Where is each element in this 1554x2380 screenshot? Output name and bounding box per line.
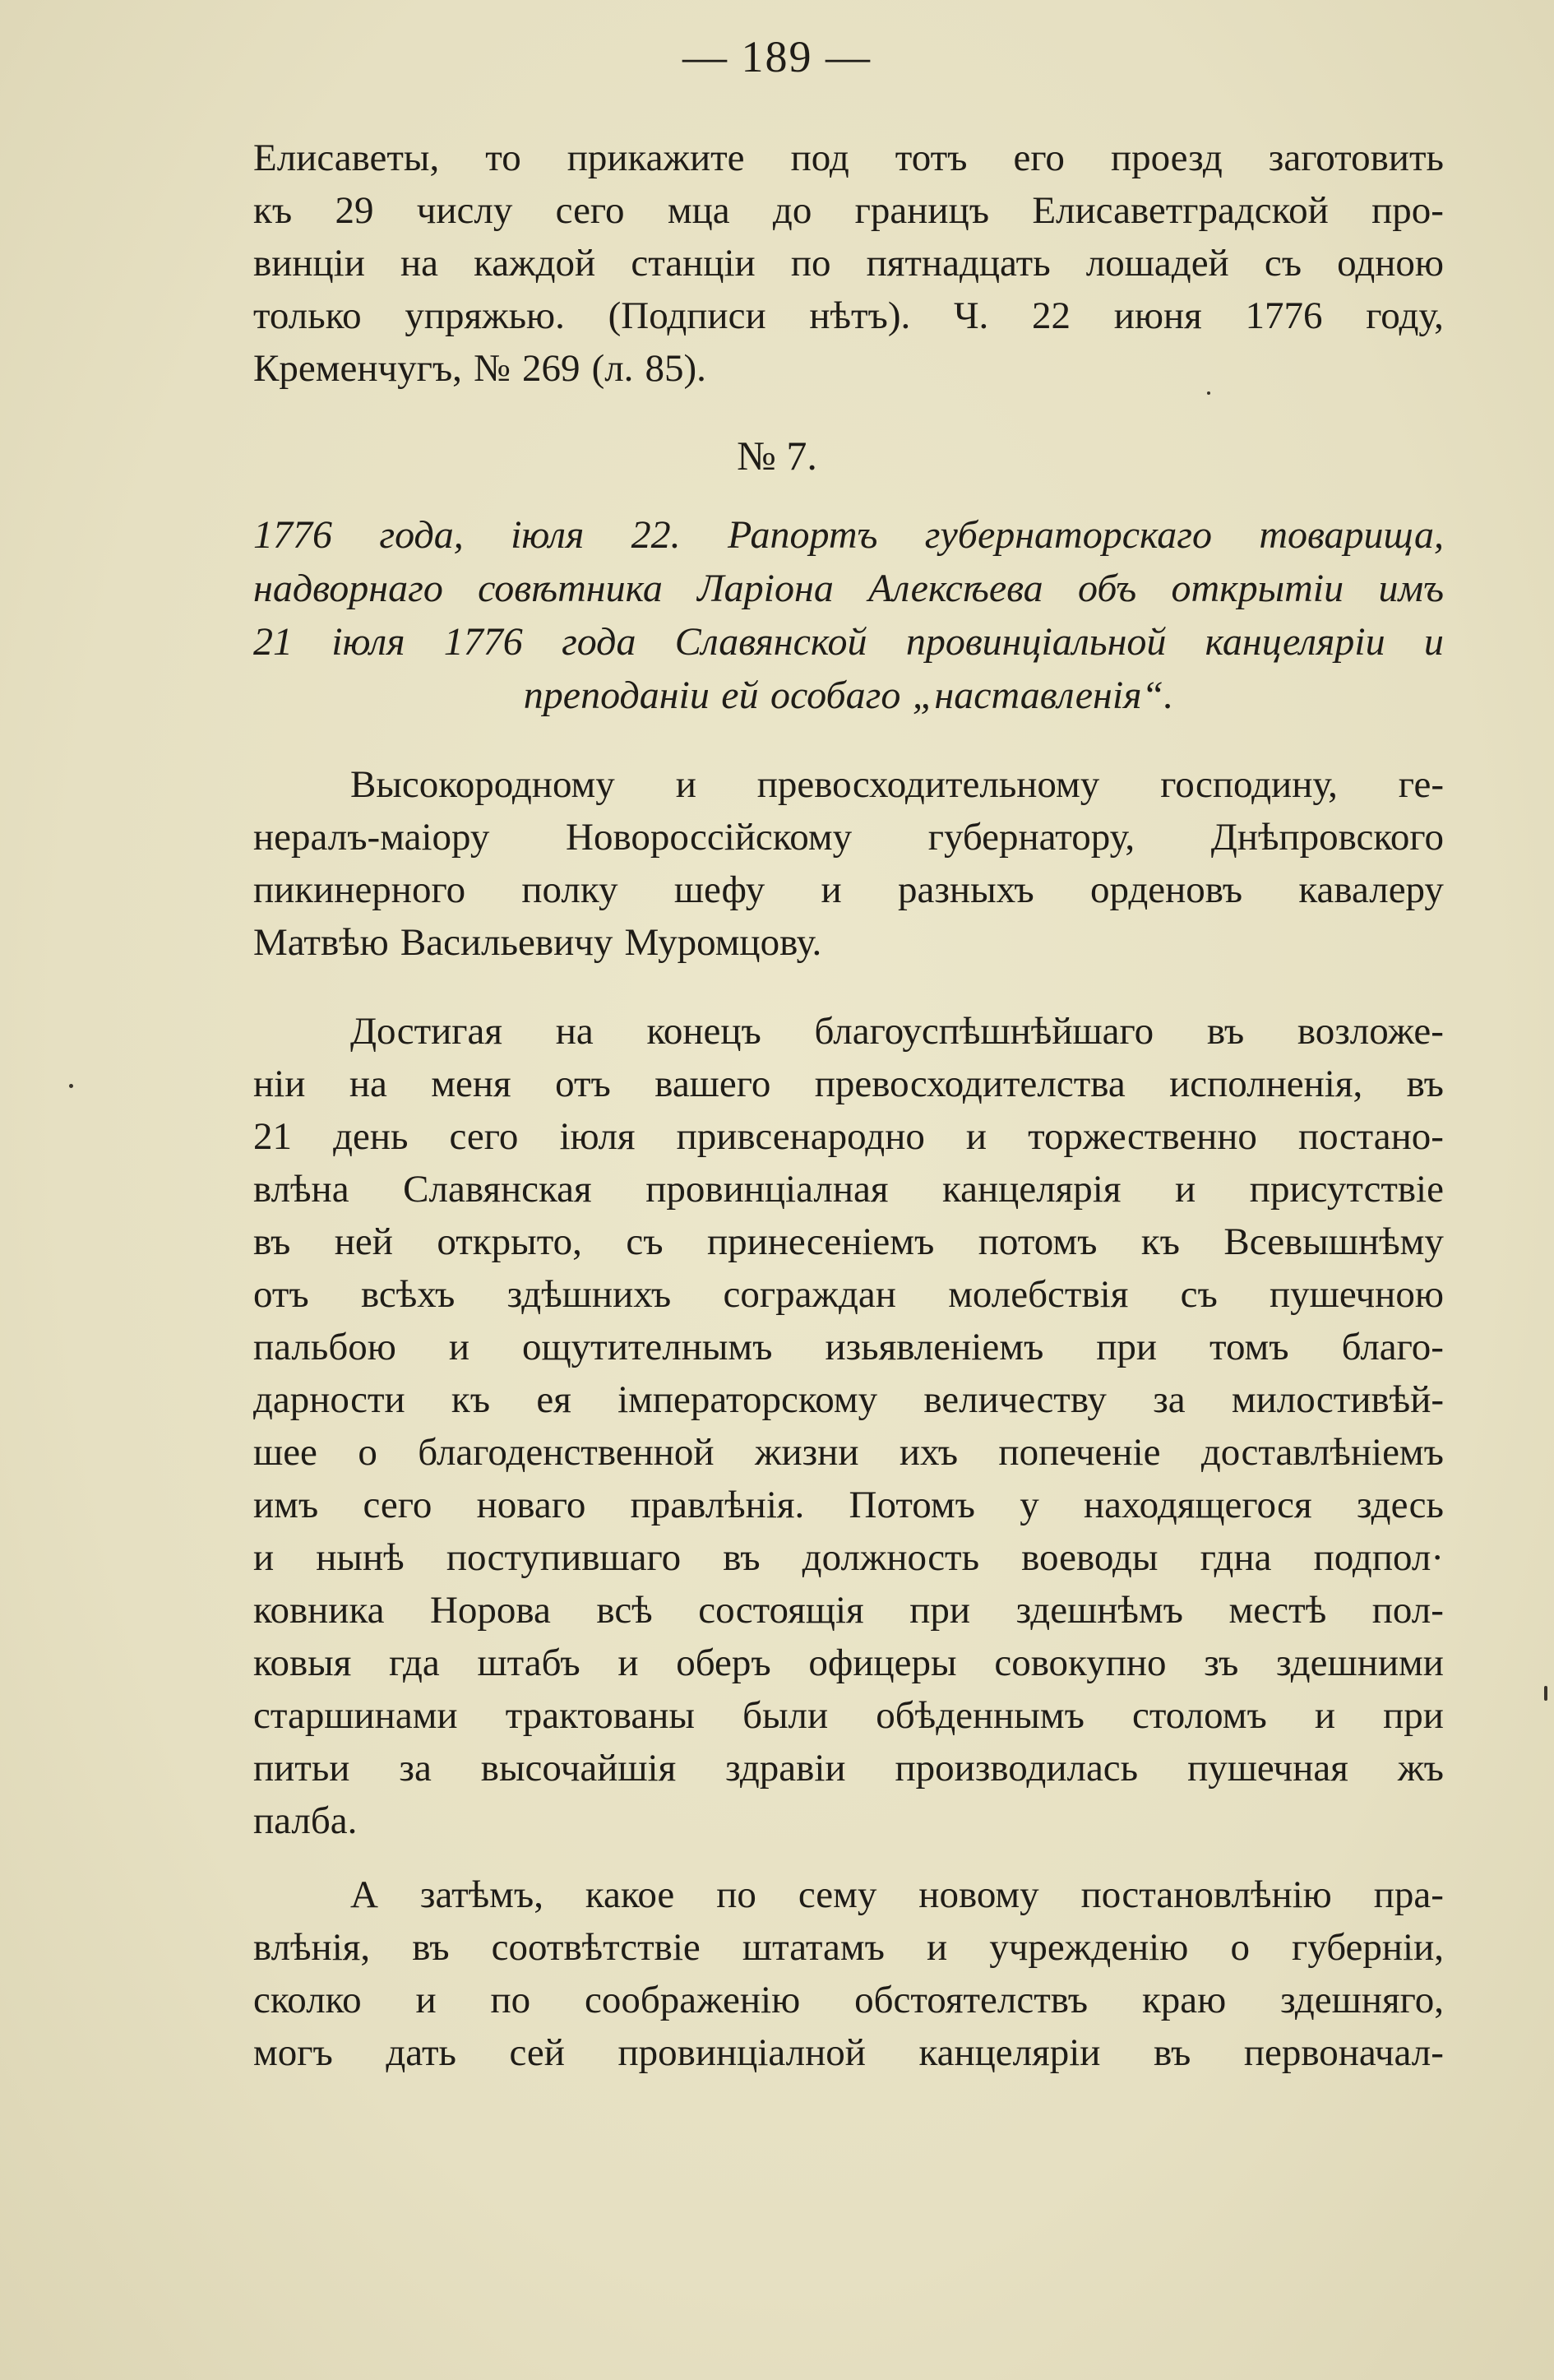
word: учрежденію xyxy=(989,1926,1189,1969)
text-line xyxy=(253,289,1444,342)
word: июня xyxy=(1113,294,1202,337)
text-line xyxy=(253,342,1444,395)
word: прикажите xyxy=(567,137,745,179)
word: шее xyxy=(253,1431,317,1474)
word: на xyxy=(555,1010,594,1053)
text-line xyxy=(253,1868,1444,1921)
word: Днѣпровского xyxy=(1210,816,1444,859)
document-number: № 7. xyxy=(737,433,817,479)
word: году, xyxy=(1366,294,1444,337)
word: и xyxy=(821,868,842,911)
word: штабъ xyxy=(477,1641,580,1684)
text-line xyxy=(253,1531,1444,1584)
word: имъ xyxy=(253,1484,319,1526)
word: сей xyxy=(509,2031,565,2074)
word: день xyxy=(333,1115,409,1158)
word: Достигая xyxy=(350,1010,503,1053)
text-line xyxy=(253,1058,1444,1110)
word: влѣнія, xyxy=(253,1926,371,1969)
word: Высокородному xyxy=(350,763,615,806)
word: питьи xyxy=(253,1747,350,1790)
word: по xyxy=(790,242,831,285)
word: Елисаветградской xyxy=(1032,189,1329,232)
word: пикинерного xyxy=(253,868,466,911)
word: и xyxy=(1314,1694,1336,1737)
word: доставлѣніемъ xyxy=(1200,1431,1444,1474)
word: исполненія, xyxy=(1169,1063,1363,1105)
word: могъ xyxy=(253,2031,333,2074)
word: при xyxy=(1383,1694,1444,1737)
word: въ xyxy=(1153,2031,1191,2074)
word: и xyxy=(965,1115,987,1158)
word: офицеры xyxy=(808,1641,957,1684)
word: Рапортъ xyxy=(727,513,878,557)
word: благо- xyxy=(1341,1326,1444,1368)
word: пальбою xyxy=(253,1326,396,1368)
word: принесеніемъ xyxy=(706,1220,935,1263)
word: Потомъ xyxy=(849,1484,975,1526)
word: местѣ xyxy=(1228,1589,1327,1632)
word: нералъ-маіору xyxy=(253,816,490,859)
word: въ xyxy=(412,1926,450,1969)
word: преподаніи xyxy=(523,674,710,717)
word: за xyxy=(399,1747,432,1790)
text-line xyxy=(253,1479,1444,1531)
word: заготовить xyxy=(1268,137,1444,179)
word: конецъ xyxy=(646,1010,761,1053)
word: столомъ xyxy=(1132,1694,1267,1737)
body-paragraph-1 xyxy=(253,1005,1444,1847)
word: о xyxy=(358,1431,377,1474)
text-line xyxy=(253,1974,1444,2026)
word: томъ xyxy=(1209,1326,1289,1368)
word: превосходительному xyxy=(756,763,1100,806)
word: полку xyxy=(521,868,618,911)
word: присутствіе xyxy=(1249,1168,1444,1211)
word: ге- xyxy=(1398,763,1444,806)
word: нынѣ xyxy=(316,1536,405,1579)
word: под xyxy=(790,137,849,179)
word: губерніи, xyxy=(1292,1926,1444,1969)
word: вашего xyxy=(654,1063,771,1105)
word: краю xyxy=(1141,1979,1227,2021)
page-number: — 189 — xyxy=(682,32,872,81)
word: попеченіе xyxy=(998,1431,1161,1474)
text-line xyxy=(253,184,1444,237)
word: постановлѣнію xyxy=(1080,1873,1332,1916)
word: Ч. xyxy=(953,294,989,337)
word: открытіи xyxy=(1171,567,1344,610)
word: проезд xyxy=(1110,137,1223,179)
body-paragraph-2 xyxy=(253,1868,1444,2079)
word: 22 xyxy=(1031,294,1071,337)
text-line xyxy=(253,1426,1444,1479)
word: по xyxy=(490,1979,531,2021)
scan-speck xyxy=(69,1084,73,1088)
word: на xyxy=(349,1063,387,1105)
text-line xyxy=(253,508,1444,562)
text-line xyxy=(253,1373,1444,1426)
word: жизни xyxy=(754,1431,859,1474)
word: молебствія xyxy=(948,1273,1129,1316)
word: до xyxy=(772,189,812,232)
text-line xyxy=(253,1005,1444,1058)
word: (Подписи xyxy=(608,294,766,337)
word: совѣтника xyxy=(478,567,663,610)
word: сколко xyxy=(253,1979,362,2021)
word: здешними xyxy=(1276,1641,1444,1684)
word: Елисаветы, xyxy=(253,137,440,179)
word: и xyxy=(675,763,696,806)
word: то xyxy=(485,137,521,179)
word: съ xyxy=(626,1220,664,1263)
text-line xyxy=(253,1163,1444,1215)
word: отъ xyxy=(555,1063,611,1105)
word: и xyxy=(926,1926,948,1969)
word: меня xyxy=(431,1063,511,1105)
word: Ларіона xyxy=(697,567,834,610)
word: дарности xyxy=(253,1378,405,1421)
word: товарища, xyxy=(1259,513,1444,557)
word: 21 xyxy=(253,620,293,664)
word: всѣхъ xyxy=(361,1273,456,1316)
word: Славянская xyxy=(403,1168,592,1211)
word: 85). xyxy=(645,347,706,390)
word: винціи xyxy=(253,242,365,285)
word: здравіи xyxy=(725,1747,846,1790)
word: сего xyxy=(449,1115,519,1158)
word: года, xyxy=(379,513,464,557)
word: здешнѣмъ xyxy=(1015,1589,1183,1632)
text-line xyxy=(253,1321,1444,1373)
word: къ xyxy=(253,189,293,232)
word: о xyxy=(1230,1926,1250,1969)
word: объ xyxy=(1077,567,1137,610)
word: гда xyxy=(389,1641,440,1684)
word: сограждан xyxy=(723,1273,896,1316)
text-line xyxy=(253,562,1444,615)
word: и xyxy=(415,1979,437,2021)
word: торжественно xyxy=(1028,1115,1257,1158)
word: новаго xyxy=(476,1484,586,1526)
text-line xyxy=(253,811,1444,864)
word: состоящія xyxy=(698,1589,864,1632)
word: съ xyxy=(1264,242,1302,285)
word: імператорскому xyxy=(617,1378,878,1421)
word: Матвѣю xyxy=(253,921,389,964)
text-line xyxy=(253,1637,1444,1689)
word: только xyxy=(253,294,362,337)
word: 29 xyxy=(335,189,374,232)
word: іюля xyxy=(511,513,585,557)
word: затѣмъ, xyxy=(419,1873,543,1916)
word: должность xyxy=(802,1536,980,1579)
word: надворнаго xyxy=(253,567,443,610)
word: губернатору, xyxy=(927,816,1135,859)
word: въ xyxy=(1406,1063,1444,1105)
text-line xyxy=(253,1689,1444,1742)
text-line xyxy=(253,1921,1444,1974)
previous-document-tail xyxy=(253,132,1444,395)
word: соотвѣтствіе xyxy=(491,1926,701,1969)
word: и xyxy=(1175,1168,1196,1211)
word: нѣтъ). xyxy=(809,294,911,337)
text-line xyxy=(253,864,1444,916)
text-line xyxy=(253,1215,1444,1268)
word: провинціальной xyxy=(905,620,1167,664)
word: „наставленія“. xyxy=(912,674,1174,717)
word: съ xyxy=(1180,1273,1218,1316)
word: гдна xyxy=(1200,1536,1272,1579)
text-line xyxy=(253,1794,1444,1847)
word: высочайшія xyxy=(480,1747,677,1790)
word: здесь xyxy=(1356,1484,1444,1526)
word: границъ xyxy=(854,189,990,232)
word: ней xyxy=(334,1220,393,1263)
word: кавалеру xyxy=(1298,868,1444,911)
word: здѣшнихъ xyxy=(506,1273,672,1316)
text-line xyxy=(253,669,1444,722)
word: находящегося xyxy=(1083,1484,1312,1526)
word: Кременчугъ, xyxy=(253,347,462,390)
text-line xyxy=(253,2026,1444,2079)
word: отъ xyxy=(253,1273,309,1316)
word: и xyxy=(617,1641,639,1684)
word: здешняго, xyxy=(1280,1979,1444,2021)
word: влѣна xyxy=(253,1168,349,1211)
word: дать xyxy=(386,2031,456,2074)
word: упряжью. xyxy=(405,294,565,337)
word: числу xyxy=(416,189,513,232)
word: его xyxy=(1013,137,1065,179)
document-heading xyxy=(253,508,1444,722)
word: оберъ xyxy=(676,1641,771,1684)
word: какое xyxy=(585,1873,675,1916)
word: имъ xyxy=(1378,567,1444,610)
word: соображенію xyxy=(585,1979,801,2021)
word: про- xyxy=(1371,189,1444,232)
word: іюля xyxy=(559,1115,636,1158)
word: ощутителнымъ xyxy=(521,1326,773,1368)
word: постано- xyxy=(1298,1115,1444,1158)
word: ея xyxy=(536,1378,571,1421)
word: провинціалной xyxy=(617,2031,866,2074)
word: особаго xyxy=(770,674,901,717)
word: открыто, xyxy=(437,1220,582,1263)
word: шефу xyxy=(673,868,765,911)
word: пятнадцать xyxy=(866,242,1051,285)
word: пол- xyxy=(1371,1589,1444,1632)
word: старшинами xyxy=(253,1694,458,1737)
word: провинціалная xyxy=(645,1168,889,1211)
text-line xyxy=(253,132,1444,184)
word: трактованы xyxy=(505,1694,695,1737)
word: превосходителства xyxy=(814,1063,1126,1105)
word: воеводы xyxy=(1021,1536,1159,1579)
word: орденовъ xyxy=(1089,868,1243,911)
word: 21 xyxy=(253,1115,292,1158)
word: Славянской xyxy=(674,620,867,664)
word: подпол· xyxy=(1313,1536,1444,1579)
text-line xyxy=(253,916,1444,969)
text-line xyxy=(253,1742,1444,1794)
word: къ xyxy=(1140,1220,1180,1263)
word: 269 xyxy=(521,347,580,390)
word: одною xyxy=(1337,242,1444,285)
word: обстоятелствъ xyxy=(854,1979,1089,2021)
word: потомъ xyxy=(978,1220,1098,1263)
address-paragraph xyxy=(253,758,1444,969)
word: станціи xyxy=(631,242,756,285)
word: поступившаго xyxy=(446,1536,682,1579)
word: за xyxy=(1153,1378,1186,1421)
word: А xyxy=(350,1873,378,1916)
word: жъ xyxy=(1397,1747,1444,1790)
text-line xyxy=(253,1268,1444,1321)
word: сего xyxy=(555,189,625,232)
word: Всевышнѣму xyxy=(1223,1220,1444,1263)
word: 22. xyxy=(631,513,681,557)
word: (л. xyxy=(591,347,634,390)
text-line xyxy=(253,615,1444,669)
word: сего xyxy=(363,1484,432,1526)
word: тотъ xyxy=(895,137,968,179)
word: мца xyxy=(667,189,730,232)
word: ковыя xyxy=(253,1641,352,1684)
text-line xyxy=(253,1110,1444,1163)
word: при xyxy=(909,1589,971,1632)
word: привсенародно xyxy=(676,1115,925,1158)
text-line xyxy=(253,237,1444,289)
scan-speck xyxy=(1544,1686,1547,1701)
word: въ xyxy=(1206,1010,1245,1053)
word: каждой xyxy=(474,242,596,285)
word: и xyxy=(448,1326,469,1368)
word: пушечная xyxy=(1187,1747,1348,1790)
word: зъ xyxy=(1204,1641,1239,1684)
word: 1776 xyxy=(443,620,523,664)
word: совокупно xyxy=(994,1641,1167,1684)
word: по xyxy=(716,1873,756,1916)
word: Норова xyxy=(429,1589,551,1632)
word: ковника xyxy=(253,1589,385,1632)
word: всѣ xyxy=(596,1589,653,1632)
word: благоденственной xyxy=(418,1431,715,1474)
word: сему xyxy=(798,1873,877,1916)
word: въ xyxy=(253,1220,291,1263)
word: и xyxy=(1423,620,1444,664)
word: іюля xyxy=(331,620,405,664)
word: обѣденнымъ xyxy=(876,1694,1085,1737)
word: къ xyxy=(451,1378,491,1421)
word: канцеляріи xyxy=(918,2031,1101,2074)
word: палба. xyxy=(253,1799,358,1842)
word: были xyxy=(742,1694,829,1737)
text-line xyxy=(253,758,1444,811)
word: у xyxy=(1020,1484,1039,1526)
word: 1776 xyxy=(253,513,332,557)
word: пра- xyxy=(1373,1873,1444,1916)
word: Васильевичу xyxy=(400,921,613,964)
word: возложе- xyxy=(1297,1010,1444,1053)
word: первоначал- xyxy=(1243,2031,1444,2074)
word: губернаторскаго xyxy=(924,513,1213,557)
word: 1776 xyxy=(1245,294,1323,337)
word: правлѣнія. xyxy=(630,1484,805,1526)
word: ей xyxy=(721,674,759,717)
word: № xyxy=(474,347,511,390)
text-line xyxy=(253,1584,1444,1637)
word: изьявленіемъ xyxy=(825,1326,1044,1368)
word: Новороссійскому xyxy=(566,816,853,859)
word: господину, xyxy=(1160,763,1338,806)
word: разныхъ xyxy=(898,868,1034,911)
word: ихъ xyxy=(899,1431,959,1474)
word: въ xyxy=(723,1536,761,1579)
word: Муромцову. xyxy=(624,921,822,964)
word: величеству xyxy=(923,1378,1107,1421)
word: на xyxy=(400,242,439,285)
word: канцеляріи xyxy=(1205,620,1385,664)
word: канцелярія xyxy=(942,1168,1122,1211)
word: и xyxy=(253,1536,275,1579)
word: пушечною xyxy=(1270,1273,1444,1316)
word: благоуспѣшнѣйшаго xyxy=(814,1010,1154,1053)
word: штатамъ xyxy=(742,1926,885,1969)
word: новому xyxy=(918,1873,1039,1916)
scan-speck xyxy=(1207,391,1210,395)
word: года xyxy=(562,620,636,664)
word: Алексѣева xyxy=(868,567,1043,610)
word: при xyxy=(1096,1326,1158,1368)
word: производилась xyxy=(895,1747,1139,1790)
word: лошадей xyxy=(1085,242,1229,285)
word: милостивѣй- xyxy=(1231,1378,1444,1421)
word: ніи xyxy=(253,1063,306,1105)
